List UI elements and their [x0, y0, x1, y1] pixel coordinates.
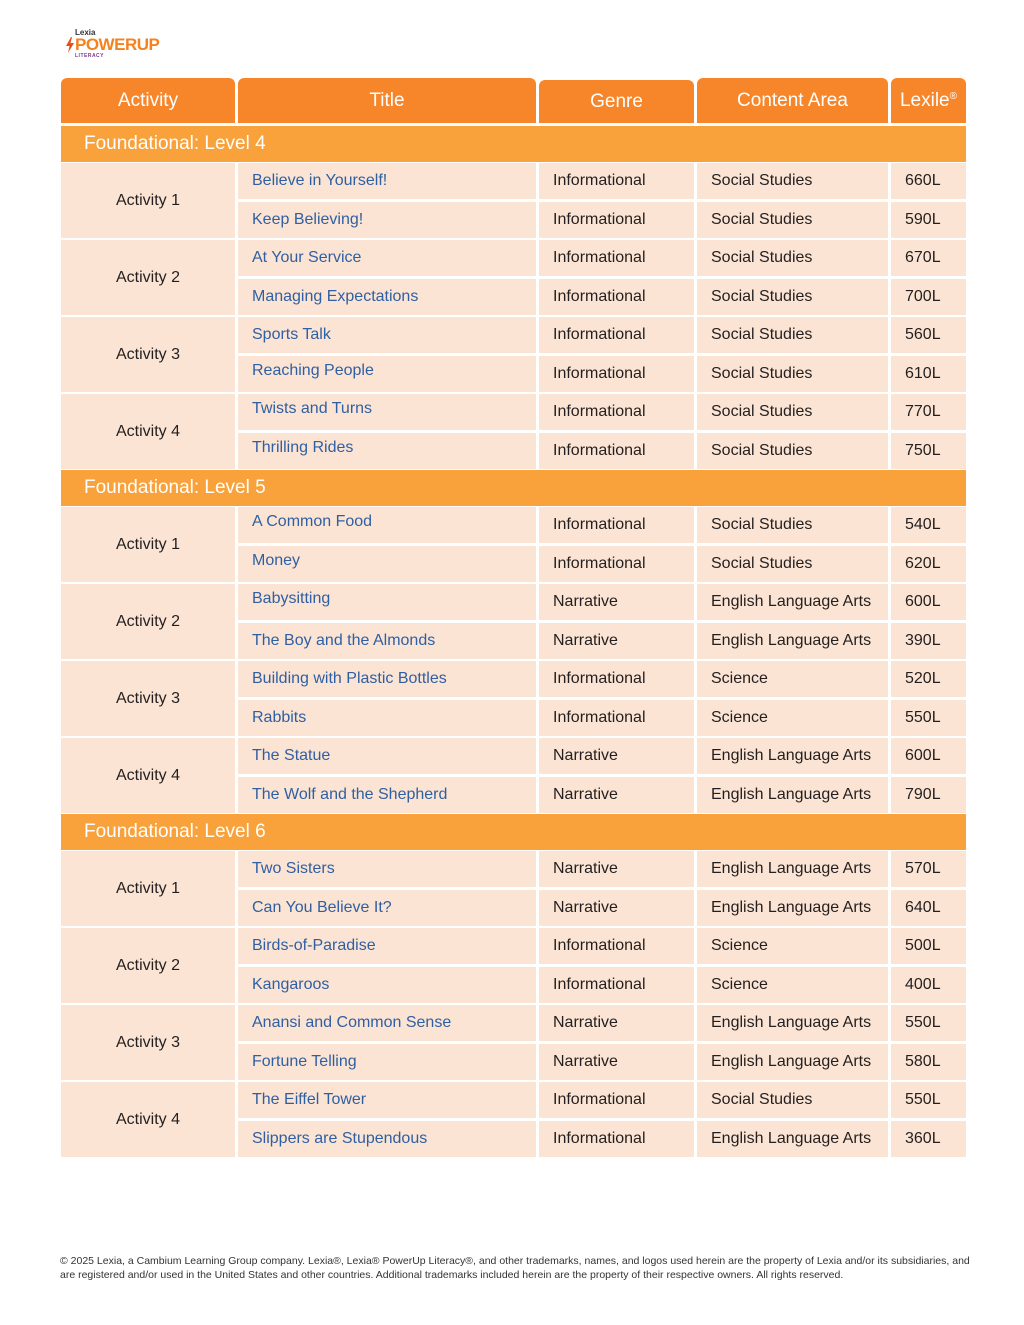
activity-group — [61, 507, 966, 582]
content-area-cell: English Language Arts — [697, 1044, 888, 1080]
header-title: Title — [238, 78, 536, 123]
title-link[interactable]: The Eiffel Tower — [238, 1082, 536, 1118]
genre-cell: Informational — [539, 967, 694, 1003]
genre-cell: Informational — [539, 240, 694, 276]
genre-cell: Informational — [539, 356, 694, 392]
genre-cell: Informational — [539, 279, 694, 315]
title-link[interactable]: Kangaroos — [238, 967, 536, 1003]
title-link[interactable]: Rabbits — [238, 700, 536, 736]
title-link[interactable]: The Boy and the Almonds — [238, 623, 536, 659]
lexia-powerup-logo — [64, 28, 174, 62]
lexile-cell: 750L — [891, 433, 966, 469]
activity-label: Activity 3 — [61, 661, 235, 736]
activity-label: Activity 4 — [61, 1082, 235, 1157]
activity-group — [61, 851, 966, 926]
lexile-cell: 390L — [891, 623, 966, 659]
lexile-cell: 790L — [891, 777, 966, 813]
registered-mark: ® — [949, 91, 958, 102]
section-header: Foundational: Level 4 — [61, 126, 966, 162]
genre-cell: Informational — [539, 1082, 694, 1118]
activity-group — [61, 394, 966, 469]
content-area-cell: Social Studies — [697, 317, 888, 353]
lexile-cell: 540L — [891, 507, 966, 543]
lexile-cell: 500L — [891, 928, 966, 964]
content-area-cell: English Language Arts — [697, 890, 888, 926]
genre-cell: Narrative — [539, 851, 694, 887]
content-area-cell: English Language Arts — [697, 584, 888, 620]
section-header: Foundational: Level 5 — [61, 470, 966, 506]
genre-cell: Informational — [539, 433, 694, 469]
content-area-cell: Social Studies — [697, 279, 888, 315]
title-link[interactable]: Anansi and Common Sense — [238, 1005, 536, 1041]
lightning-bolt-icon — [66, 37, 74, 53]
activity-group — [61, 661, 966, 736]
genre-cell: Narrative — [539, 890, 694, 926]
activity-label: Activity 3 — [61, 317, 235, 392]
content-area-cell: Science — [697, 967, 888, 1003]
activity-group — [61, 163, 966, 238]
lexile-cell: 700L — [891, 279, 966, 315]
activity-group — [61, 928, 966, 1003]
lexile-cell: 770L — [891, 394, 966, 430]
table-header-row — [61, 78, 966, 125]
title-link[interactable]: Money — [238, 546, 536, 582]
genre-cell: Informational — [539, 661, 694, 697]
section-header: Foundational: Level 6 — [61, 814, 966, 850]
genre-cell: Narrative — [539, 584, 694, 620]
title-link[interactable]: Believe in Yourself! — [238, 163, 536, 199]
lexile-cell: 660L — [891, 163, 966, 199]
activity-group — [61, 240, 966, 315]
genre-cell: Narrative — [539, 777, 694, 813]
table-body — [61, 126, 966, 1157]
activity-group — [61, 1082, 966, 1157]
lexile-cell: 360L — [891, 1121, 966, 1157]
lexile-cell: 570L — [891, 851, 966, 887]
content-area-cell: Science — [697, 661, 888, 697]
title-link[interactable]: The Statue — [238, 738, 536, 774]
genre-cell: Informational — [539, 507, 694, 543]
activity-label: Activity 1 — [61, 851, 235, 926]
activity-label: Activity 2 — [61, 240, 235, 315]
genre-cell: Informational — [539, 1121, 694, 1157]
content-area-cell: Social Studies — [697, 546, 888, 582]
content-area-cell: English Language Arts — [697, 623, 888, 659]
title-link[interactable]: Sports Talk — [238, 317, 536, 353]
lexile-cell: 600L — [891, 738, 966, 774]
activity-group — [61, 738, 966, 813]
title-link[interactable]: Can You Believe It? — [238, 890, 536, 926]
title-link[interactable]: Two Sisters — [238, 851, 536, 887]
content-area-cell: Science — [697, 700, 888, 736]
title-link[interactable]: Twists and Turns — [238, 394, 536, 430]
header-lexile — [891, 78, 966, 123]
content-area-cell: English Language Arts — [697, 738, 888, 774]
lexile-cell: 610L — [891, 356, 966, 392]
activity-label: Activity 2 — [61, 584, 235, 659]
content-area-cell: English Language Arts — [697, 1005, 888, 1041]
title-link[interactable]: Slippers are Stupendous — [238, 1121, 536, 1157]
activity-group — [61, 1005, 966, 1080]
lexile-cell: 550L — [891, 700, 966, 736]
content-area-cell: Science — [697, 928, 888, 964]
lexile-cell: 400L — [891, 967, 966, 1003]
reading-list-table — [61, 78, 966, 1157]
lexile-cell: 640L — [891, 890, 966, 926]
genre-cell: Informational — [539, 928, 694, 964]
genre-cell: Informational — [539, 700, 694, 736]
lexile-cell: 550L — [891, 1005, 966, 1041]
title-link[interactable]: Reaching People — [238, 356, 536, 392]
copyright-footer: © 2025 Lexia, a Cambium Learning Group company. Lexia®, Lexia® PowerUp Literacy®, and other trademarks, names, and logos used herein are the property of Lexia and/or its subsidiaries, and are registered and/or used in the United States and other countries. Additional trademarks included herein are the property of their respective owners. All rights reserved. — [60, 1255, 970, 1281]
activity-label: Activity 1 — [61, 163, 235, 238]
title-link[interactable]: A Common Food — [238, 507, 536, 543]
header-activity: Activity — [61, 78, 235, 123]
content-area-cell: Social Studies — [697, 163, 888, 199]
lexile-cell: 580L — [891, 1044, 966, 1080]
genre-cell: Narrative — [539, 623, 694, 659]
content-area-cell: Social Studies — [697, 1082, 888, 1118]
header-genre: Genre — [539, 80, 694, 123]
title-link[interactable]: The Wolf and the Shepherd — [238, 777, 536, 813]
logo-main-text: POWERUP — [75, 35, 160, 54]
genre-cell: Informational — [539, 546, 694, 582]
logo-small-text: Lexia — [75, 28, 96, 37]
lexile-cell: 550L — [891, 1082, 966, 1118]
title-link[interactable]: Fortune Telling — [238, 1044, 536, 1080]
genre-cell: Narrative — [539, 1005, 694, 1041]
content-area-cell: English Language Arts — [697, 851, 888, 887]
title-link[interactable]: Thrilling Rides — [238, 433, 536, 469]
genre-cell: Informational — [539, 202, 694, 238]
header-content-area: Content Area — [697, 78, 888, 123]
title-link[interactable]: Keep Believing! — [238, 202, 536, 238]
content-area-cell: Social Studies — [697, 356, 888, 392]
title-link[interactable]: At Your Service — [238, 240, 536, 276]
activity-label: Activity 4 — [61, 394, 235, 469]
activity-group — [61, 317, 966, 392]
lexile-cell: 520L — [891, 661, 966, 697]
lexile-cell: 560L — [891, 317, 966, 353]
lexile-cell: 590L — [891, 202, 966, 238]
genre-cell: Informational — [539, 163, 694, 199]
logo-sub-text: LITERACY — [75, 53, 104, 59]
genre-cell: Narrative — [539, 1044, 694, 1080]
title-link[interactable]: Babysitting — [238, 584, 536, 620]
genre-cell: Narrative — [539, 738, 694, 774]
content-area-cell: Social Studies — [697, 202, 888, 238]
content-area-cell: Social Studies — [697, 507, 888, 543]
activity-label: Activity 2 — [61, 928, 235, 1003]
content-area-cell: English Language Arts — [697, 1121, 888, 1157]
genre-cell: Informational — [539, 317, 694, 353]
content-area-cell: English Language Arts — [697, 777, 888, 813]
lexile-cell: 670L — [891, 240, 966, 276]
lexile-cell: 600L — [891, 584, 966, 620]
activity-group — [61, 584, 966, 659]
title-link[interactable]: Managing Expectations — [238, 279, 536, 315]
genre-cell: Informational — [539, 394, 694, 430]
title-link[interactable]: Building with Plastic Bottles — [238, 661, 536, 697]
activity-label: Activity 3 — [61, 1005, 235, 1080]
activity-label: Activity 1 — [61, 507, 235, 582]
activity-label: Activity 4 — [61, 738, 235, 813]
content-area-cell: Social Studies — [697, 240, 888, 276]
content-area-cell: Social Studies — [697, 433, 888, 469]
content-area-cell: Social Studies — [697, 394, 888, 430]
header-lexile-label: Lexile — [899, 89, 950, 111]
title-link[interactable]: Birds-of-Paradise — [238, 928, 536, 964]
lexile-cell: 620L — [891, 546, 966, 582]
